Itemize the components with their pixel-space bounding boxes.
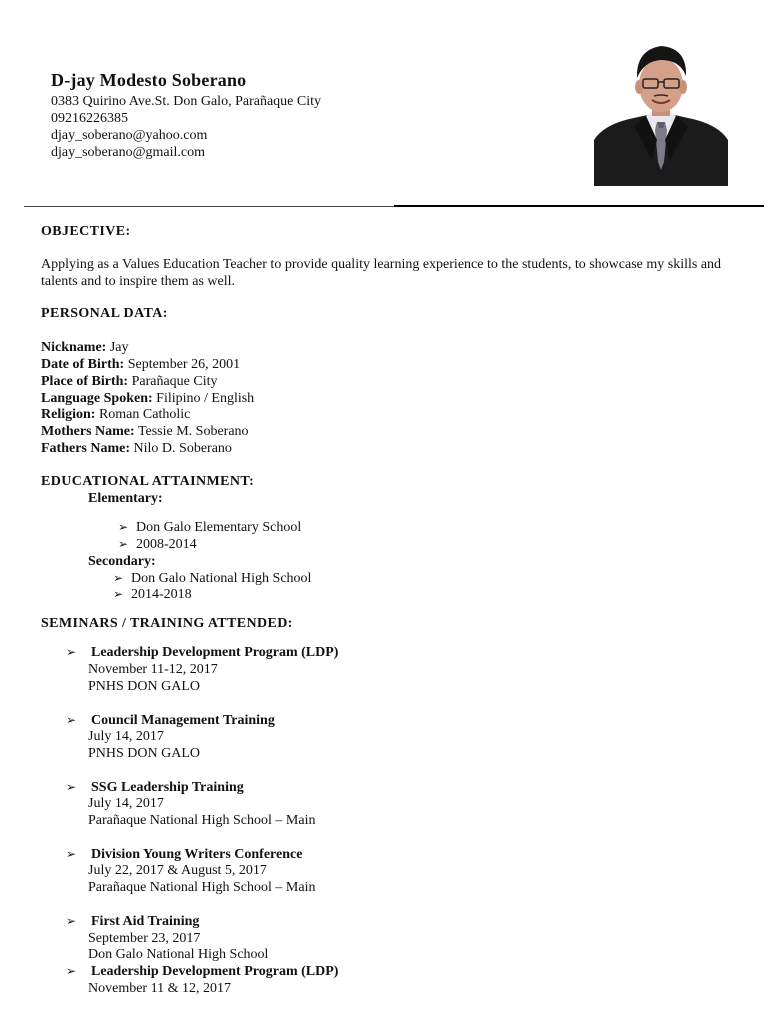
profile-photo bbox=[594, 30, 728, 186]
objective-text: Applying as a Values Education Teacher to provide quality learning experience to the students, to showcase my skills and talents and to inspire them as well. bbox=[41, 257, 722, 289]
resume-name: D-jay Modesto Soberano bbox=[51, 70, 247, 90]
arrow-bullet-icon: ➢ bbox=[66, 713, 77, 727]
list-item: ➢ 2014-2018 bbox=[113, 587, 192, 602]
arrow-bullet-icon: ➢ bbox=[66, 645, 77, 659]
arrow-bullet-icon: ➢ bbox=[113, 587, 124, 601]
arrow-bullet-icon: ➢ bbox=[66, 780, 77, 794]
list-item: ➢ 2008-2014 bbox=[118, 537, 197, 552]
arrow-bullet-icon: ➢ bbox=[118, 537, 129, 551]
personal-row-dob: Date of Birth: September 26, 2001 bbox=[41, 357, 241, 372]
seminar-title: ➢ SSG Leadership Training bbox=[66, 780, 244, 795]
personal-row-pob: Place of Birth: Parañaque City bbox=[41, 374, 218, 389]
seminar-date: November 11-12, 2017 bbox=[88, 662, 218, 677]
email-gmail: djay_soberano@gmail.com bbox=[51, 145, 206, 160]
seminars-heading: SEMINARS / TRAINING ATTENDED: bbox=[41, 616, 293, 631]
seminar-place: PNHS DON GALO bbox=[88, 746, 201, 761]
personal-data-heading: PERSONAL DATA: bbox=[41, 306, 168, 321]
personal-row-mother: Mothers Name: Tessie M. Soberano bbox=[41, 424, 249, 439]
email-yahoo: djay_soberano@yahoo.com bbox=[51, 128, 208, 143]
education-heading: EDUCATIONAL ATTAINMENT: bbox=[41, 474, 255, 489]
seminar-date: July 14, 2017 bbox=[88, 796, 164, 811]
personal-row-nickname: Nickname: Jay bbox=[41, 340, 129, 355]
personal-row-language: Language Spoken: Filipino / English bbox=[41, 391, 255, 406]
seminar-place: Don Galo National High School bbox=[88, 947, 269, 962]
personal-row-father: Fathers Name: Nilo D. Soberano bbox=[41, 441, 232, 456]
seminar-title: ➢ Division Young Writers Conference bbox=[66, 847, 303, 862]
header-divider bbox=[24, 205, 764, 207]
seminar-place: Parañaque National High School – Main bbox=[88, 880, 316, 895]
arrow-bullet-icon: ➢ bbox=[118, 520, 129, 534]
phone: 09216226385 bbox=[51, 111, 128, 126]
arrow-bullet-icon: ➢ bbox=[113, 571, 124, 585]
arrow-bullet-icon: ➢ bbox=[66, 847, 77, 861]
seminar-date: July 22, 2017 & August 5, 2017 bbox=[88, 863, 267, 878]
seminar-title: ➢ Council Management Training bbox=[66, 713, 275, 728]
list-item: ➢ Don Galo National High School bbox=[113, 571, 312, 586]
seminar-place: PNHS DON GALO bbox=[88, 679, 201, 694]
seminar-date: September 23, 2017 bbox=[88, 931, 201, 946]
elementary-label: Elementary: bbox=[88, 491, 163, 506]
seminar-date: November 11 & 12, 2017 bbox=[88, 981, 231, 996]
seminar-title: ➢ First Aid Training bbox=[66, 914, 200, 929]
objective-heading: OBJECTIVE: bbox=[41, 224, 131, 239]
personal-row-religion: Religion: Roman Catholic bbox=[41, 407, 191, 422]
list-item: ➢ Don Galo Elementary School bbox=[118, 520, 302, 535]
seminar-title: ➢ Leadership Development Program (LDP) bbox=[66, 645, 339, 660]
seminar-date: July 14, 2017 bbox=[88, 729, 164, 744]
arrow-bullet-icon: ➢ bbox=[66, 964, 77, 978]
arrow-bullet-icon: ➢ bbox=[66, 914, 77, 928]
address: 0383 Quirino Ave.St. Don Galo, Parañaque City bbox=[51, 94, 321, 109]
seminar-place: Parañaque National High School – Main bbox=[88, 813, 316, 828]
secondary-label: Secondary: bbox=[88, 554, 156, 569]
seminar-title: ➢ Leadership Development Program (LDP) bbox=[66, 964, 339, 979]
